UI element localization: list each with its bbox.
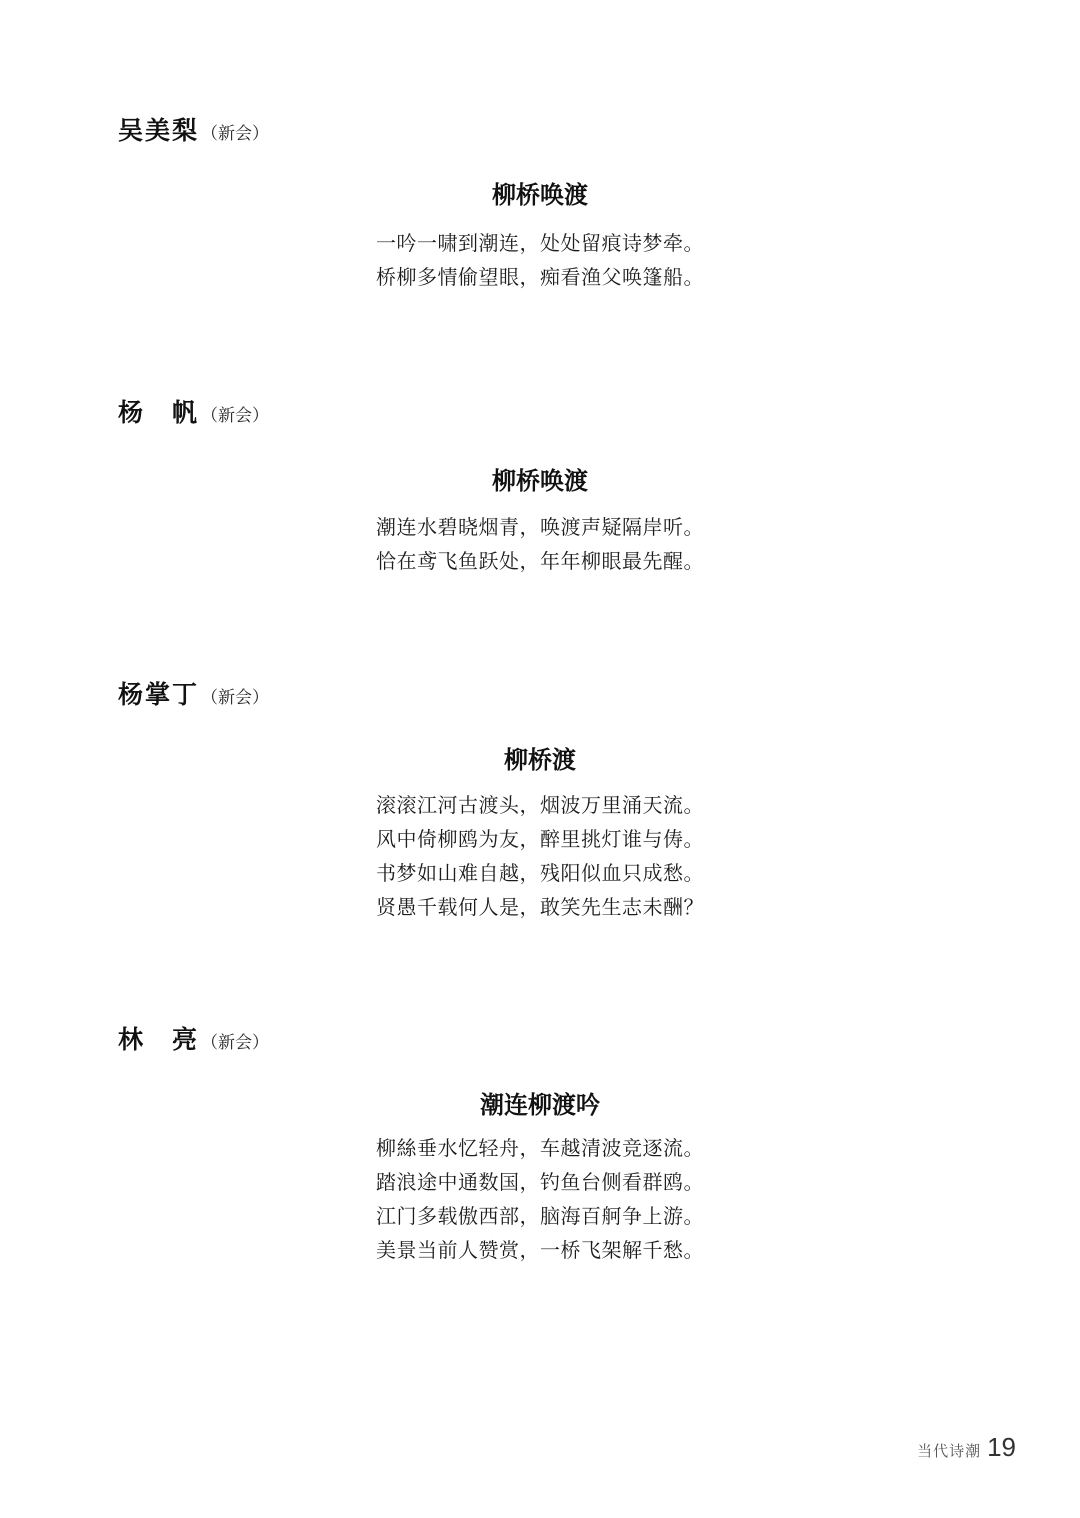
poem-line: 踏浪途中通数国，钓鱼台侧看群鸥。	[376, 1170, 704, 1194]
poem-line: 柳絲垂水忆轻舟，车越清波竞逐流。	[376, 1136, 704, 1160]
author-origin: （新会）	[201, 406, 270, 426]
author-line	[118, 682, 269, 707]
author-origin: （新会）	[201, 124, 270, 144]
poem-body	[376, 226, 704, 294]
magazine-title: 当代诗潮	[917, 1442, 982, 1460]
poem-line: 贤愚千载何人是，敢笑先生志未酬？	[376, 895, 704, 919]
poem-title: 柳桥唤渡	[492, 466, 588, 495]
poem-line: 风中倚柳鸥为友，醉里挑灯谁与俦。	[376, 827, 704, 851]
author-line	[118, 118, 269, 143]
poem-line: 滚滚江河古渡头，烟波万里涌天流。	[376, 793, 704, 817]
author-line	[118, 1027, 269, 1052]
poem-line: 恰在鸢飞鱼跃处，年年柳眼最先醒。	[376, 549, 704, 573]
poem-line: 潮连水碧晓烟青，唤渡声疑隔岸听。	[376, 515, 704, 539]
poem-line: 书梦如山难自越，残阳似血只成愁。	[376, 861, 704, 885]
poem-line: 美景当前人赞赏，一桥飞架解千愁。	[376, 1238, 704, 1262]
poem-title: 潮连柳渡吟	[480, 1090, 600, 1119]
author-name: 吴美梨	[118, 116, 200, 145]
author-name: 杨掌丁	[118, 680, 200, 709]
poem-title: 柳桥唤渡	[492, 180, 588, 209]
author-origin: （新会）	[201, 1033, 270, 1053]
poem-body	[376, 510, 704, 578]
poem-line: 桥柳多情偷望眼，痴看渔父唤篷船。	[376, 265, 704, 289]
poem-title: 柳桥渡	[504, 745, 576, 774]
author-name: 杨 帆	[118, 398, 200, 427]
author-line	[118, 400, 269, 425]
poem-body	[376, 788, 704, 924]
poem-body	[376, 1131, 704, 1267]
page-footer	[917, 1434, 1016, 1460]
author-origin: （新会）	[201, 688, 270, 708]
author-name: 林 亮	[118, 1025, 200, 1054]
poem-line: 一吟一啸到潮连，处处留痕诗梦牵。	[376, 231, 704, 255]
poem-line: 江门多载傲西部，脑海百舸争上游。	[376, 1204, 704, 1228]
page-number: 19	[987, 1432, 1016, 1462]
